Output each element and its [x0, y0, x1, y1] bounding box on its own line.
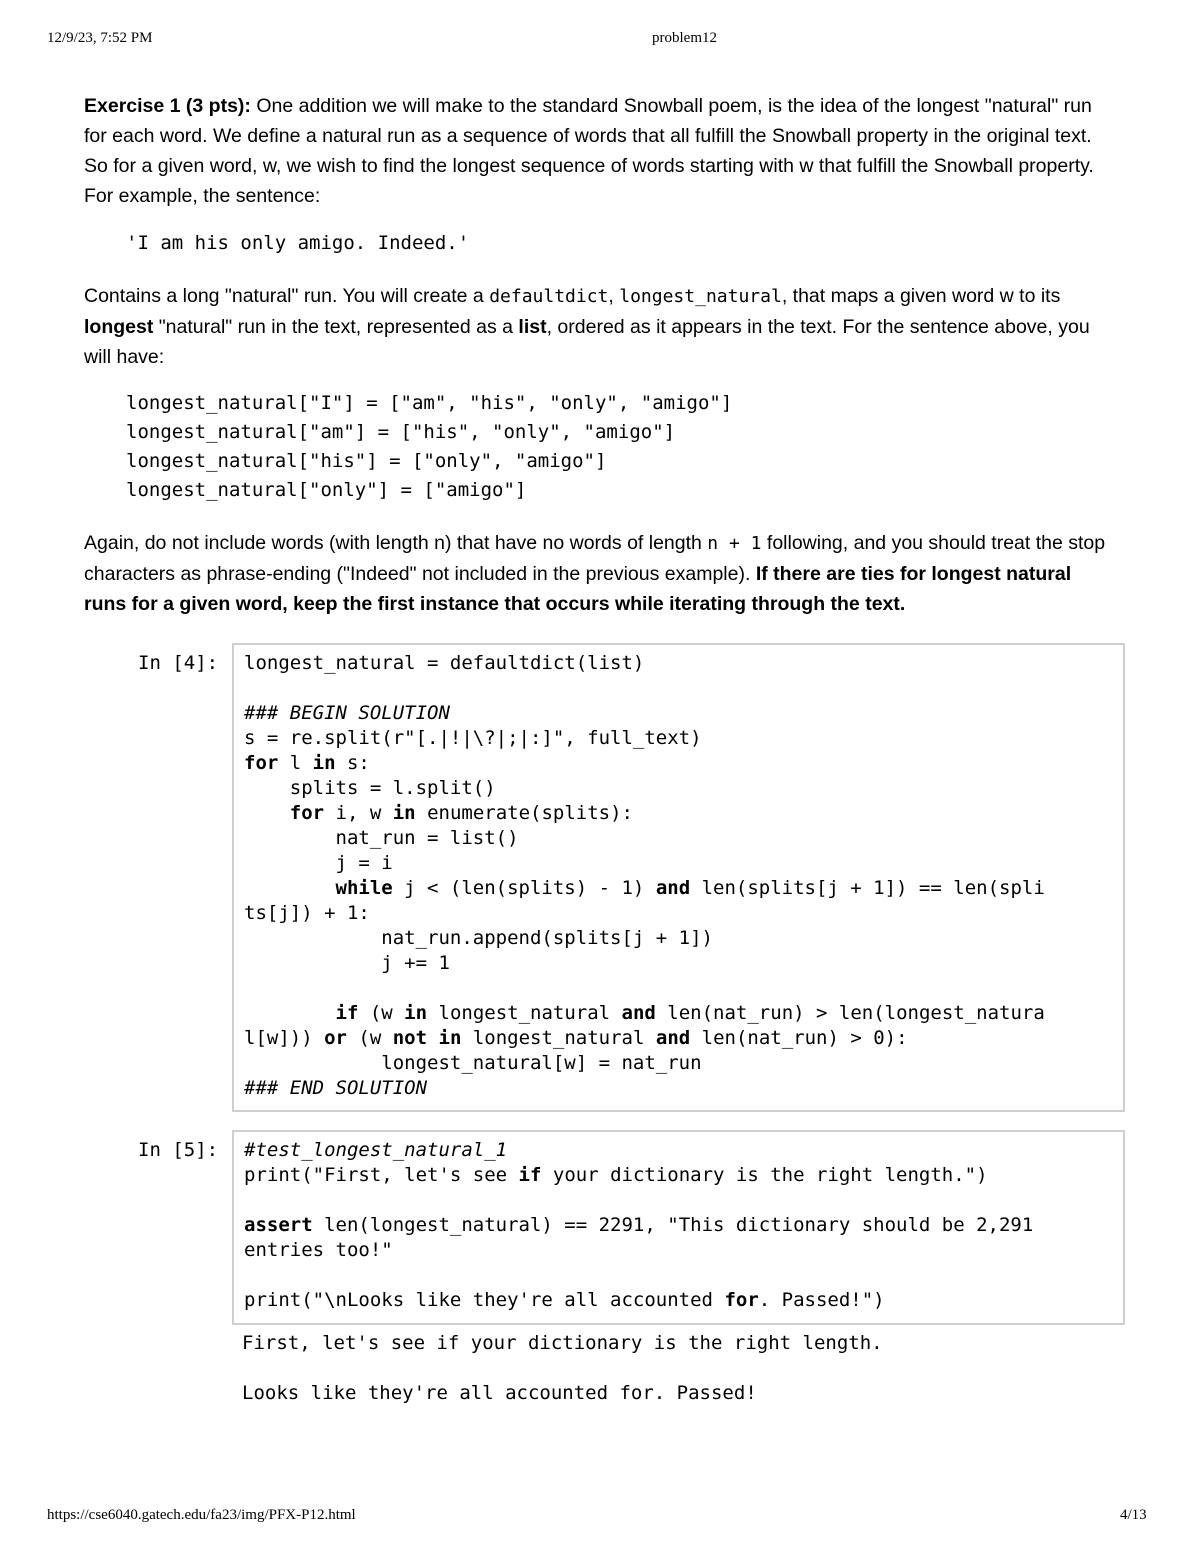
- code-line: j = i: [244, 852, 393, 874]
- example-line: longest_natural["his"] = ["only", "amigo"]: [126, 450, 607, 472]
- intro-text: One addition we will make to the standard Snowball poem, is the idea of the longest "natural" run for each word. We define a natural run as a sequence of words that all fulfill the Snowball property in the original text. So for a given word, w, we wish to find the longest sequence of words starting with w that fulfill the Snowball property. For example, the sentence:: [84, 95, 1094, 207]
- code-defaultdict: defaultdict: [489, 286, 609, 307]
- code-line: assert len(longest_natural) == 2291, "This dictionary should be 2,291: [244, 1214, 1034, 1236]
- p3-text-1: Again, do not include words (with length n) that have no words of length: [84, 532, 708, 554]
- cell-prompt: In [4]:: [138, 652, 219, 674]
- output-line: [242, 1356, 883, 1381]
- cell-output: [242, 1331, 883, 1406]
- p2-text-3: , that maps a given word w to its: [781, 285, 1061, 307]
- code-line: ts[j]) + 1:: [244, 902, 370, 924]
- example-output-block: [126, 389, 732, 505]
- p3-text-2: following, and you should treat the stop characters as phrase-ending ("Indeed" not included in the previous example).: [84, 532, 1106, 585]
- code-line: if (w in longest_natural and len(nat_run) > len(longest_natura: [335, 1002, 1045, 1024]
- code-line: [244, 676, 1113, 701]
- code-line: print("First, let's see if your dictionary is the right length."): [244, 1164, 988, 1186]
- code-line: while j < (len(splits) - 1) and len(splits[j + 1]) == len(spli: [335, 877, 1045, 899]
- p2-text-4: "natural" run in the text, represented as a: [153, 316, 519, 338]
- code-n-plus-1: n + 1: [707, 533, 762, 554]
- print-datetime: 12/9/23, 7:52 PM: [47, 30, 153, 46]
- code-cell-test[interactable]: [232, 1130, 1125, 1325]
- cell-prompt: In [5]:: [138, 1139, 219, 1161]
- code-line: s = re.split(r"[.|!|\?|;|:]", full_text): [244, 727, 702, 749]
- code-line: nat_run = list(): [244, 827, 519, 849]
- code-longest-natural: longest_natural: [619, 286, 782, 307]
- p2-text-5: , ordered as it appears in the text. For the sentence above, you will have:: [84, 316, 1090, 368]
- print-title: problem12: [652, 30, 717, 46]
- print-url: https://cse6040.gatech.edu/fa23/img/PFX-P12.html: [47, 1507, 356, 1523]
- output-line: First, let's see if your dictionary is the right length.: [242, 1332, 883, 1354]
- code-line: print("\nLooks like they're all accounted for. Passed!"): [244, 1289, 885, 1311]
- example-sentence: 'I am his only amigo. Indeed.': [126, 232, 470, 254]
- p3-bold-rule: If there are ties for longest natural runs for a given word, keep the first instance that occurs while iterating through the text.: [84, 563, 1072, 615]
- example-line: longest_natural["only"] = ["amigo"]: [126, 479, 527, 501]
- code-line: entries too!": [244, 1239, 393, 1261]
- paragraph-2: [84, 281, 1114, 372]
- exercise-label: Exercise 1 (3 pts):: [84, 95, 251, 117]
- code-cell-solution[interactable]: [232, 643, 1125, 1112]
- example-line: longest_natural["I"] = ["am", "his", "only", "amigo"]: [126, 392, 733, 414]
- code-line: longest_natural[w] = nat_run: [244, 1052, 702, 1074]
- code-line: [244, 1263, 1113, 1288]
- example-line: longest_natural["am"] = ["his", "only", "amigo"]: [126, 421, 676, 443]
- code-line: l[w])) or (w not in longest_natural and len(nat_run) > 0):: [244, 1027, 908, 1049]
- p2-text-1: Contains a long "natural" run. You will create a: [84, 285, 490, 307]
- code-comment: ### BEGIN SOLUTION: [244, 702, 450, 724]
- code-line: for l in s:: [244, 752, 370, 774]
- code-line: splits = l.split(): [244, 777, 496, 799]
- code-comment: #test_longest_natural_1: [244, 1139, 508, 1161]
- code-line: nat_run.append(splits[j + 1]): [244, 927, 713, 949]
- code-line: for i, w in enumerate(splits):: [289, 802, 633, 824]
- code-line: longest_natural = defaultdict(list): [244, 652, 645, 674]
- p2-text-2: ,: [608, 285, 620, 307]
- output-line: Looks like they're all accounted for. Passed!: [242, 1382, 757, 1404]
- exercise-intro: [84, 91, 1114, 211]
- code-line: j += 1: [244, 952, 450, 974]
- code-comment: ### END SOLUTION: [244, 1077, 428, 1099]
- p2-bold-list: list: [518, 316, 547, 338]
- code-line: [244, 976, 1113, 1001]
- page-number: 4/13: [1120, 1507, 1147, 1523]
- paragraph-3: [84, 528, 1114, 619]
- p2-bold-longest: longest: [84, 316, 154, 338]
- code-line: [244, 1188, 1113, 1213]
